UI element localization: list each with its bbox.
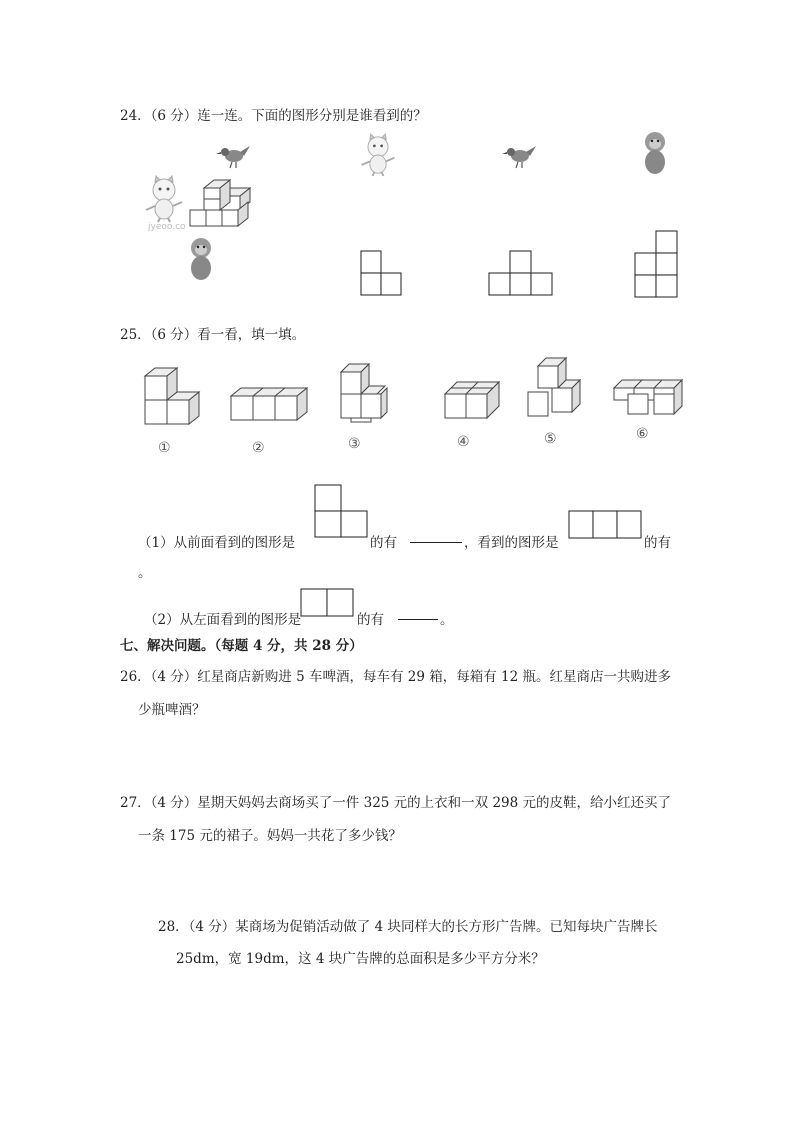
view-shape-3 xyxy=(634,230,680,298)
q25-sub1-label2: ，看到的图形是 xyxy=(464,535,559,551)
answer-blank-2[interactable] xyxy=(398,607,438,620)
q25-text: 25．（6 分）看一看，填一填。 xyxy=(120,327,306,343)
q25-sub1-label: （1）从前面看到的图形是 xyxy=(138,535,296,551)
q25-sub2-has: 的有 xyxy=(357,612,384,628)
monkey-icon xyxy=(640,130,670,176)
label-4: ④ xyxy=(457,434,470,450)
q28-line1: 28．（4 分）某商场为促销活动做了 4 块同样大的长方形广告牌。已知每块广告牌长 xyxy=(158,919,658,935)
q24-text: 24．（6 分）连一连。下面的图形分别是谁看到的？ xyxy=(120,108,427,124)
view-shape-1 xyxy=(360,250,404,296)
q26-line2: 少瓶啤酒？ xyxy=(138,702,206,718)
q25-sub2-end: 。 xyxy=(440,612,454,628)
shape-2 xyxy=(229,384,311,424)
shape-6 xyxy=(612,378,684,418)
bird-icon xyxy=(498,142,538,170)
q25-sub1-has: 的有 xyxy=(370,535,397,551)
label-6: ⑥ xyxy=(636,426,649,442)
cat-icon xyxy=(358,132,398,178)
left-view-shape xyxy=(300,588,354,618)
q25-sub2-label: （2）从左面看到的图形是 xyxy=(144,612,302,628)
label-2: ② xyxy=(252,440,265,456)
label-5: ⑤ xyxy=(544,431,557,447)
view-shape-2 xyxy=(489,250,555,296)
q27-line1: 27．（4 分）星期天妈妈去商场买了一件 325 元的上衣和一双 298 元的皮鞋，给小红还买了 xyxy=(120,795,672,811)
shape-3 xyxy=(339,362,391,426)
q27-line2: 一条 175 元的裙子。妈妈一共花了多少钱？ xyxy=(138,828,402,844)
q28-line2: 25dm，宽 19dm，这 4 块广告牌的总面积是多少平方分米？ xyxy=(176,951,545,967)
watermark: jyeoo.co xyxy=(148,222,186,232)
answer-blank-1[interactable] xyxy=(410,530,462,543)
section-title: 七、解决问题。（每题 4 分，共 28 分） xyxy=(120,638,363,654)
shape-5 xyxy=(526,356,582,420)
q25-sub1-end: 。 xyxy=(138,565,152,581)
shape-4 xyxy=(443,378,507,422)
q25-sub1-has2: 的有 xyxy=(644,535,671,551)
cat-icon xyxy=(142,176,186,222)
shape-1 xyxy=(143,368,205,428)
label-1: ① xyxy=(158,440,171,456)
front-view-shape xyxy=(314,484,368,540)
label-3: ③ xyxy=(348,436,361,452)
monkey-icon xyxy=(186,236,216,282)
q26-line1: 26．（4 分）红星商店新购进 5 车啤酒，每车有 29 箱，每箱有 12 瓶。红星商店一共购进多 xyxy=(120,669,672,685)
view-three-row xyxy=(568,510,644,540)
cube-structure xyxy=(190,176,260,236)
bird-icon xyxy=(212,142,252,170)
